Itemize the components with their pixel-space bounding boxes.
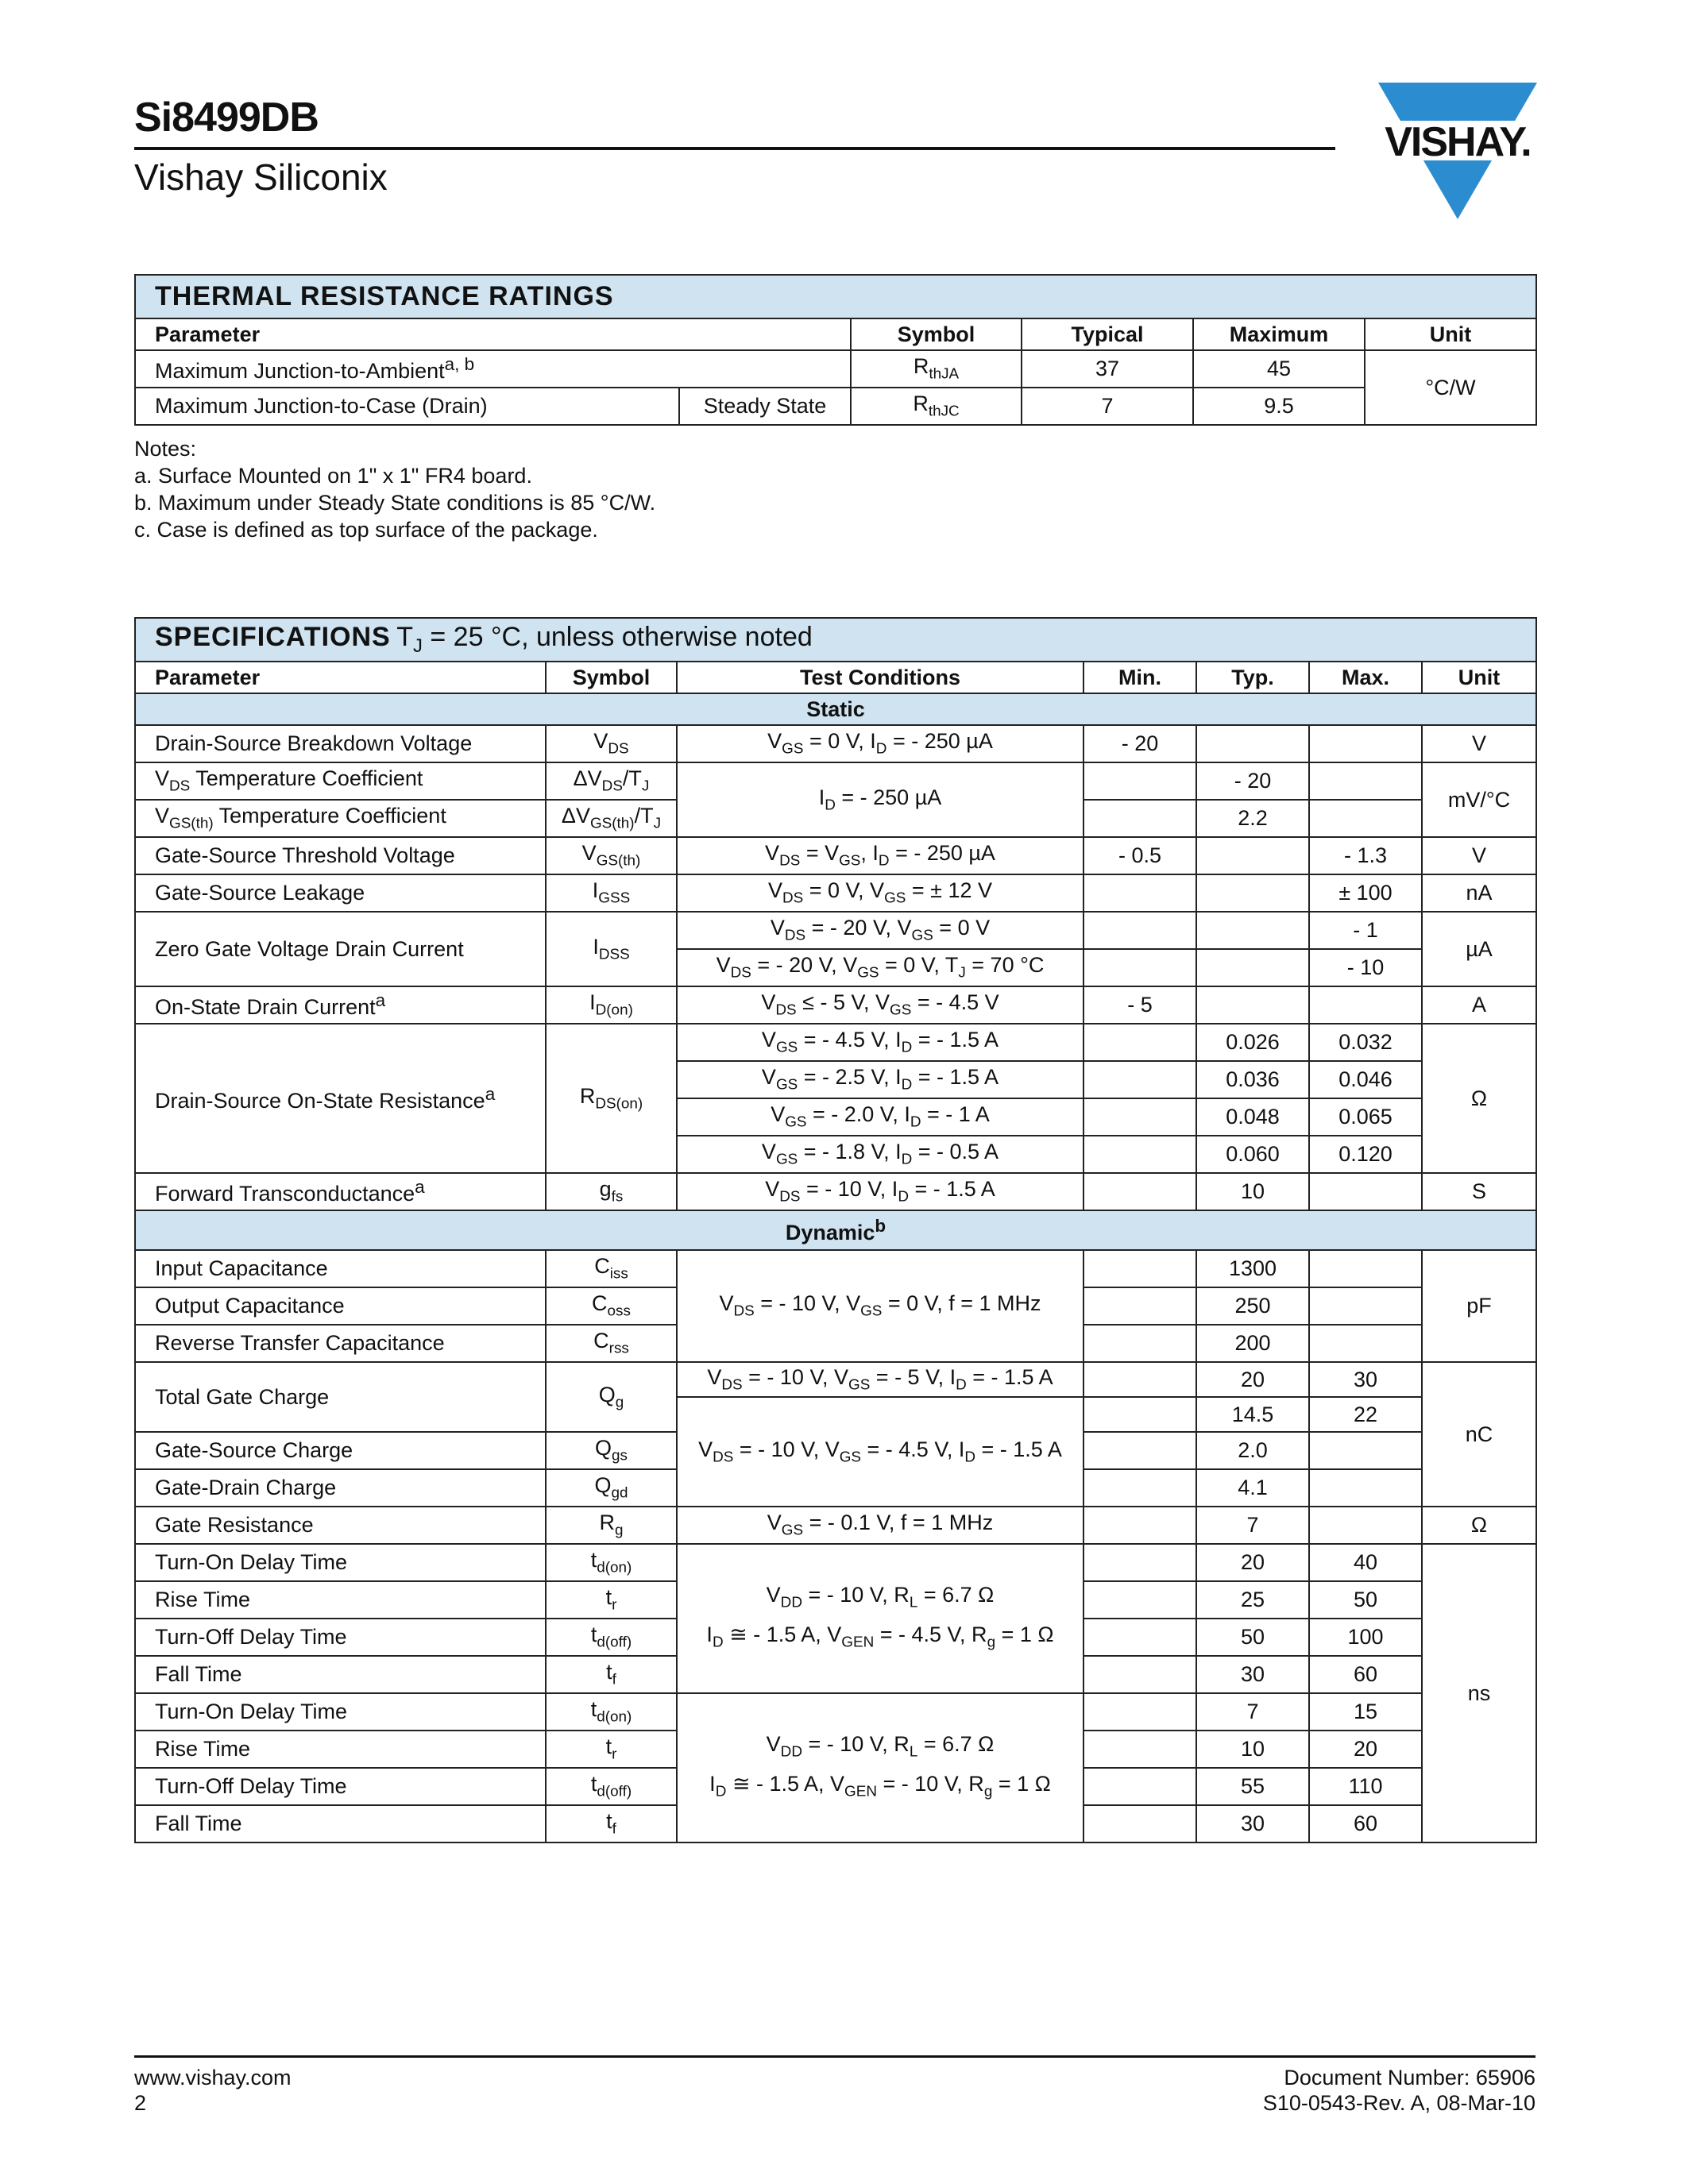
table-row [135, 725, 1536, 762]
revision: S10-0543-Rev. A, 08-Mar-10 [1262, 2091, 1535, 2115]
symbol-cell: $Q_{gd}$ [546, 1469, 677, 1507]
max-cell: 0.065 [1309, 1098, 1422, 1136]
typ-cell: 20 [1196, 1544, 1309, 1581]
max-cell: 110 [1309, 1768, 1422, 1805]
min-cell [1083, 762, 1196, 800]
typ-cell: 30 [1196, 1805, 1309, 1843]
max-cell: 40 [1309, 1544, 1422, 1581]
typ-cell: 0.036 [1196, 1061, 1309, 1098]
min-cell: - 0.5 [1083, 837, 1196, 874]
param-cell: Fall Time [135, 1656, 546, 1693]
max-cell: 60 [1309, 1805, 1422, 1843]
param-cell: Output Capacitance [135, 1287, 546, 1325]
condition-cell: $V_{DS} = V_{GS}$, $I_D$ = - 250 µA [677, 837, 1083, 874]
min-cell [1083, 949, 1196, 986]
symbol-cell: $t_r$ [546, 1731, 677, 1768]
part-number: Si8499DB [134, 95, 319, 141]
param-cell: Turn-Off Delay Time [135, 1619, 546, 1656]
specifications-table [134, 617, 1537, 1843]
typ-cell [1196, 949, 1309, 986]
table-row [135, 350, 1536, 388]
typ-cell [1196, 912, 1309, 949]
min-cell [1083, 1061, 1196, 1098]
col-header: Min. [1083, 662, 1196, 693]
max-cell: 100 [1309, 1619, 1422, 1656]
symbol-cell: $\Delta V_{GS(th)}/T_J$ [546, 800, 677, 837]
unit-cell: Ω [1422, 1507, 1536, 1544]
condition-cell: $V_{DS} = 0$ V, $V_{GS}$ = ± 12 V [677, 874, 1083, 912]
unit-cell: pF [1422, 1250, 1536, 1362]
table-row [135, 1693, 1536, 1731]
typ-cell: 50 [1196, 1619, 1309, 1656]
condition-cell: $V_{GS}$ = - 1.8 V, $I_D$ = - 0.5 A [677, 1136, 1083, 1173]
param-cell: On-State Drain Current$^a$ [135, 986, 546, 1024]
unit-cell: mV/°C [1422, 762, 1536, 837]
col-header: Symbol [851, 318, 1022, 350]
min-cell: - 5 [1083, 986, 1196, 1024]
typ-cell: 1300 [1196, 1250, 1309, 1287]
typical-cell: 7 [1022, 388, 1193, 425]
col-header: Typ. [1196, 662, 1309, 693]
unit-cell: ns [1422, 1544, 1536, 1843]
col-header: Max. [1309, 662, 1422, 693]
typ-cell: 2.2 [1196, 800, 1309, 837]
thermal-title: THERMAL RESISTANCE RATINGS [135, 275, 1536, 318]
table-row [135, 837, 1536, 874]
unit-cell: V [1422, 725, 1536, 762]
symbol-cell: $R_{DS(on)}$ [546, 1024, 677, 1173]
param-cell: Turn-Off Delay Time [135, 1768, 546, 1805]
min-cell [1083, 1362, 1196, 1397]
thermal-resistance-table [134, 274, 1537, 426]
param-cell: Forward Transconductance$^a$ [135, 1173, 546, 1210]
min-cell [1083, 874, 1196, 912]
symbol-cell: $R_g$ [546, 1507, 677, 1544]
typ-cell: 10 [1196, 1173, 1309, 1210]
max-cell: 50 [1309, 1581, 1422, 1619]
typ-cell: 10 [1196, 1731, 1309, 1768]
typ-cell: 0.060 [1196, 1136, 1309, 1173]
param-cell: $V_{GS(th)}$ Temperature Coefficient [135, 800, 546, 837]
typical-cell: 37 [1022, 350, 1193, 388]
typ-cell: 0.048 [1196, 1098, 1309, 1136]
max-cell: 15 [1309, 1693, 1422, 1731]
symbol-cell: $g_{fs}$ [546, 1173, 677, 1210]
max-cell: 30 [1309, 1362, 1422, 1397]
param-cell: Gate-Source Threshold Voltage [135, 837, 546, 874]
min-cell [1083, 1619, 1196, 1656]
param-cell: Fall Time [135, 1805, 546, 1843]
typ-cell: 20 [1196, 1362, 1309, 1397]
condition-cell: $V_{DD}$ = - 10 V, $R_L = 6.7$ Ω $I_D$ ≅ - 1.5 A, $V_{GEN}$ = - 4.5 V, $R_g = 1$ Ω [677, 1544, 1083, 1693]
max-cell: 0.032 [1309, 1024, 1422, 1061]
param-cell: Drain-Source Breakdown Voltage [135, 725, 546, 762]
table-row [135, 912, 1536, 949]
symbol-cell: $t_r$ [546, 1581, 677, 1619]
condition-cell: $V_{GS}$ = - 4.5 V, $I_D$ = - 1.5 A [677, 1024, 1083, 1061]
note-item: a. Surface Mounted on 1" x 1" FR4 board. [134, 464, 532, 488]
symbol-cell: $t_{d(off)}$ [546, 1619, 677, 1656]
website-link[interactable]: www.vishay.com [134, 2066, 292, 2089]
max-cell [1309, 1287, 1422, 1325]
param-cell: Turn-On Delay Time [135, 1693, 546, 1731]
max-cell: 20 [1309, 1731, 1422, 1768]
section-dynamic: Dynamic$^b$ [135, 1210, 1536, 1250]
unit-cell: nA [1422, 874, 1536, 912]
param-cell: Gate Resistance [135, 1507, 546, 1544]
table-row [135, 1173, 1536, 1210]
min-cell [1083, 1024, 1196, 1061]
condition-cell: $V_{DS}$ = - 10 V, $V_{GS} = 0$ V, f = 1 MHz [677, 1250, 1083, 1362]
table-row [135, 1250, 1536, 1287]
condition-cell: $V_{GS}$ = - 0.1 V, f = 1 MHz [677, 1507, 1083, 1544]
unit-cell: S [1422, 1173, 1536, 1210]
page-number: 2 [134, 2091, 147, 2115]
note-heading: Notes: [134, 437, 197, 461]
max-cell [1309, 1469, 1422, 1507]
vishay-logo [1374, 79, 1541, 222]
typ-cell: 25 [1196, 1581, 1309, 1619]
col-header: Typical [1022, 318, 1193, 350]
max-cell: - 1.3 [1309, 837, 1422, 874]
table-row [135, 874, 1536, 912]
param-cell: Zero Gate Voltage Drain Current [135, 912, 546, 986]
min-cell [1083, 912, 1196, 949]
symbol-cell: $\Delta V_{DS}/T_J$ [546, 762, 677, 800]
max-cell [1309, 800, 1422, 837]
symbol-cell: $t_{d(on)}$ [546, 1693, 677, 1731]
col-header: Unit [1422, 662, 1536, 693]
symbol-cell: $C_{rss}$ [546, 1325, 677, 1362]
symbol-cell: $R_{thJA}$ [851, 350, 1022, 388]
max-cell: ± 100 [1309, 874, 1422, 912]
condition-cell: $V_{GS}$ = - 2.0 V, $I_D$ = - 1 A [677, 1098, 1083, 1136]
min-cell [1083, 1656, 1196, 1693]
condition-cell: $I_D$ = - 250 µA [677, 762, 1083, 837]
typ-cell: 2.0 [1196, 1432, 1309, 1469]
max-cell: 22 [1309, 1397, 1422, 1432]
table-row [135, 986, 1536, 1024]
param-cell: Maximum Junction-to-Ambient$^{a, b}$ [135, 350, 851, 388]
min-cell [1083, 1693, 1196, 1731]
unit-cell: °C/W [1365, 350, 1536, 425]
max-cell [1309, 986, 1422, 1024]
symbol-cell: $V_{GS(th)}$ [546, 837, 677, 874]
col-header: Parameter [135, 318, 851, 350]
symbol-cell: $t_f$ [546, 1805, 677, 1843]
notes [134, 435, 655, 543]
param-cell: Total Gate Charge [135, 1362, 546, 1432]
header-rule [134, 147, 1335, 150]
max-cell: 60 [1309, 1656, 1422, 1693]
col-header: Test Conditions [677, 662, 1083, 693]
param-cell: Gate-Source Charge [135, 1432, 546, 1469]
condition-cell: $V_{GS} = 0$ V, $I_D$ = - 250 µA [677, 725, 1083, 762]
typ-cell: 14.5 [1196, 1397, 1309, 1432]
min-cell [1083, 1173, 1196, 1210]
section-static: Static [135, 693, 1536, 725]
min-cell [1083, 1432, 1196, 1469]
typ-cell: 7 [1196, 1507, 1309, 1544]
max-cell [1309, 1250, 1422, 1287]
min-cell [1083, 1581, 1196, 1619]
symbol-cell: $Q_{gs}$ [546, 1432, 677, 1469]
logo-text: VISHAY. [1385, 119, 1531, 165]
min-cell [1083, 800, 1196, 837]
typ-cell [1196, 986, 1309, 1024]
condition-cell: Steady State [679, 388, 851, 425]
company-name: Vishay Siliconix [134, 156, 388, 198]
note-item: b. Maximum under Steady State conditions is 85 °C/W. [134, 491, 656, 515]
max-cell [1309, 762, 1422, 800]
footer-rule [134, 2055, 1535, 2058]
min-cell [1083, 1469, 1196, 1507]
symbol-cell: $R_{thJC}$ [851, 388, 1022, 425]
param-cell: Turn-On Delay Time [135, 1544, 546, 1581]
param-cell: Drain-Source On-State Resistance$^a$ [135, 1024, 546, 1173]
col-header: Symbol [546, 662, 677, 693]
typ-cell: 200 [1196, 1325, 1309, 1362]
param-cell: Rise Time [135, 1581, 546, 1619]
condition-cell: $V_{DS}$ ≤ - 5 V, $V_{GS}$ = - 4.5 V [677, 986, 1083, 1024]
typ-cell [1196, 874, 1309, 912]
typ-cell: 250 [1196, 1287, 1309, 1325]
param-cell: Gate-Drain Charge [135, 1469, 546, 1507]
max-cell [1309, 725, 1422, 762]
table-row [135, 1544, 1536, 1581]
symbol-cell: $t_{d(off)}$ [546, 1768, 677, 1805]
typ-cell: 30 [1196, 1656, 1309, 1693]
min-cell [1083, 1731, 1196, 1768]
condition-cell: $V_{DS}$ = - 10 V, $V_{GS}$ = - 5 V, $I_D$ = - 1.5 A [677, 1362, 1083, 1397]
min-cell [1083, 1098, 1196, 1136]
symbol-cell: $t_{d(on)}$ [546, 1544, 677, 1581]
col-header: Unit [1365, 318, 1536, 350]
min-cell [1083, 1250, 1196, 1287]
max-cell [1309, 1325, 1422, 1362]
param-cell: Input Capacitance [135, 1250, 546, 1287]
unit-cell: A [1422, 986, 1536, 1024]
condition-cell: $V_{GS}$ = - 2.5 V, $I_D$ = - 1.5 A [677, 1061, 1083, 1098]
unit-cell: V [1422, 837, 1536, 874]
table-row [135, 1024, 1536, 1061]
param-cell: Rise Time [135, 1731, 546, 1768]
param-cell: Reverse Transfer Capacitance [135, 1325, 546, 1362]
typ-cell [1196, 725, 1309, 762]
typ-cell: - 20 [1196, 762, 1309, 800]
footer-right [1263, 2065, 1535, 2116]
param-cell: Gate-Source Leakage [135, 874, 546, 912]
param-cell: $V_{DS}$ Temperature Coefficient [135, 762, 546, 800]
min-cell: - 20 [1083, 725, 1196, 762]
typ-cell: 55 [1196, 1768, 1309, 1805]
param-cell: Maximum Junction-to-Case (Drain) [135, 388, 679, 425]
max-cell: - 1 [1309, 912, 1422, 949]
symbol-cell: $I_{D(on)}$ [546, 986, 677, 1024]
max-cell [1309, 1432, 1422, 1469]
spec-title: SPECIFICATIONS $T_J = 25$ °C, unless otherwise noted [135, 618, 1536, 662]
unit-cell: Ω [1422, 1024, 1536, 1173]
symbol-cell: $Q_g$ [546, 1362, 677, 1432]
table-row [135, 762, 1536, 800]
symbol-cell: $I_{GSS}$ [546, 874, 677, 912]
max-cell [1309, 1507, 1422, 1544]
symbol-cell: $V_{DS}$ [546, 725, 677, 762]
min-cell [1083, 1544, 1196, 1581]
note-item: c. Case is defined as top surface of the package. [134, 518, 598, 542]
condition-cell: $V_{DD}$ = - 10 V, $R_L = 6.7$ Ω $I_D$ ≅ - 1.5 A, $V_{GEN}$ = - 10 V, $R_g = 1$ Ω [677, 1693, 1083, 1843]
max-cell: 0.046 [1309, 1061, 1422, 1098]
symbol-cell: $t_f$ [546, 1656, 677, 1693]
col-header: Maximum [1193, 318, 1365, 350]
typ-cell: 4.1 [1196, 1469, 1309, 1507]
symbol-cell: $I_{DSS}$ [546, 912, 677, 986]
min-cell [1083, 1768, 1196, 1805]
maximum-cell: 45 [1193, 350, 1365, 388]
min-cell [1083, 1397, 1196, 1432]
max-cell: - 10 [1309, 949, 1422, 986]
min-cell [1083, 1805, 1196, 1843]
table-row [135, 388, 1536, 425]
max-cell [1309, 1173, 1422, 1210]
min-cell [1083, 1507, 1196, 1544]
unit-cell: µA [1422, 912, 1536, 986]
col-header: Parameter [135, 662, 546, 693]
document-number: Document Number: 65906 [1284, 2066, 1535, 2089]
typ-cell [1196, 837, 1309, 874]
condition-cell: $V_{DS}$ = - 10 V, $I_D$ = - 1.5 A [677, 1173, 1083, 1210]
symbol-cell: $C_{iss}$ [546, 1250, 677, 1287]
maximum-cell: 9.5 [1193, 388, 1365, 425]
min-cell [1083, 1287, 1196, 1325]
symbol-cell: $C_{oss}$ [546, 1287, 677, 1325]
table-row [135, 1362, 1536, 1397]
footer-left [134, 2065, 292, 2116]
condition-cell: $V_{DS}$ = - 20 V, $V_{GS} = 0$ V [677, 912, 1083, 949]
min-cell [1083, 1325, 1196, 1362]
max-cell: 0.120 [1309, 1136, 1422, 1173]
min-cell [1083, 1136, 1196, 1173]
typ-cell: 0.026 [1196, 1024, 1309, 1061]
typ-cell: 7 [1196, 1693, 1309, 1731]
condition-cell: $V_{DS}$ = - 10 V, $V_{GS}$ = - 4.5 V, $I_D$ = - 1.5 A [677, 1397, 1083, 1507]
unit-cell: nC [1422, 1362, 1536, 1507]
table-row [135, 1507, 1536, 1544]
condition-cell: $V_{DS}$ = - 20 V, $V_{GS} = 0$ V, $T_J = 70$ °C [677, 949, 1083, 986]
